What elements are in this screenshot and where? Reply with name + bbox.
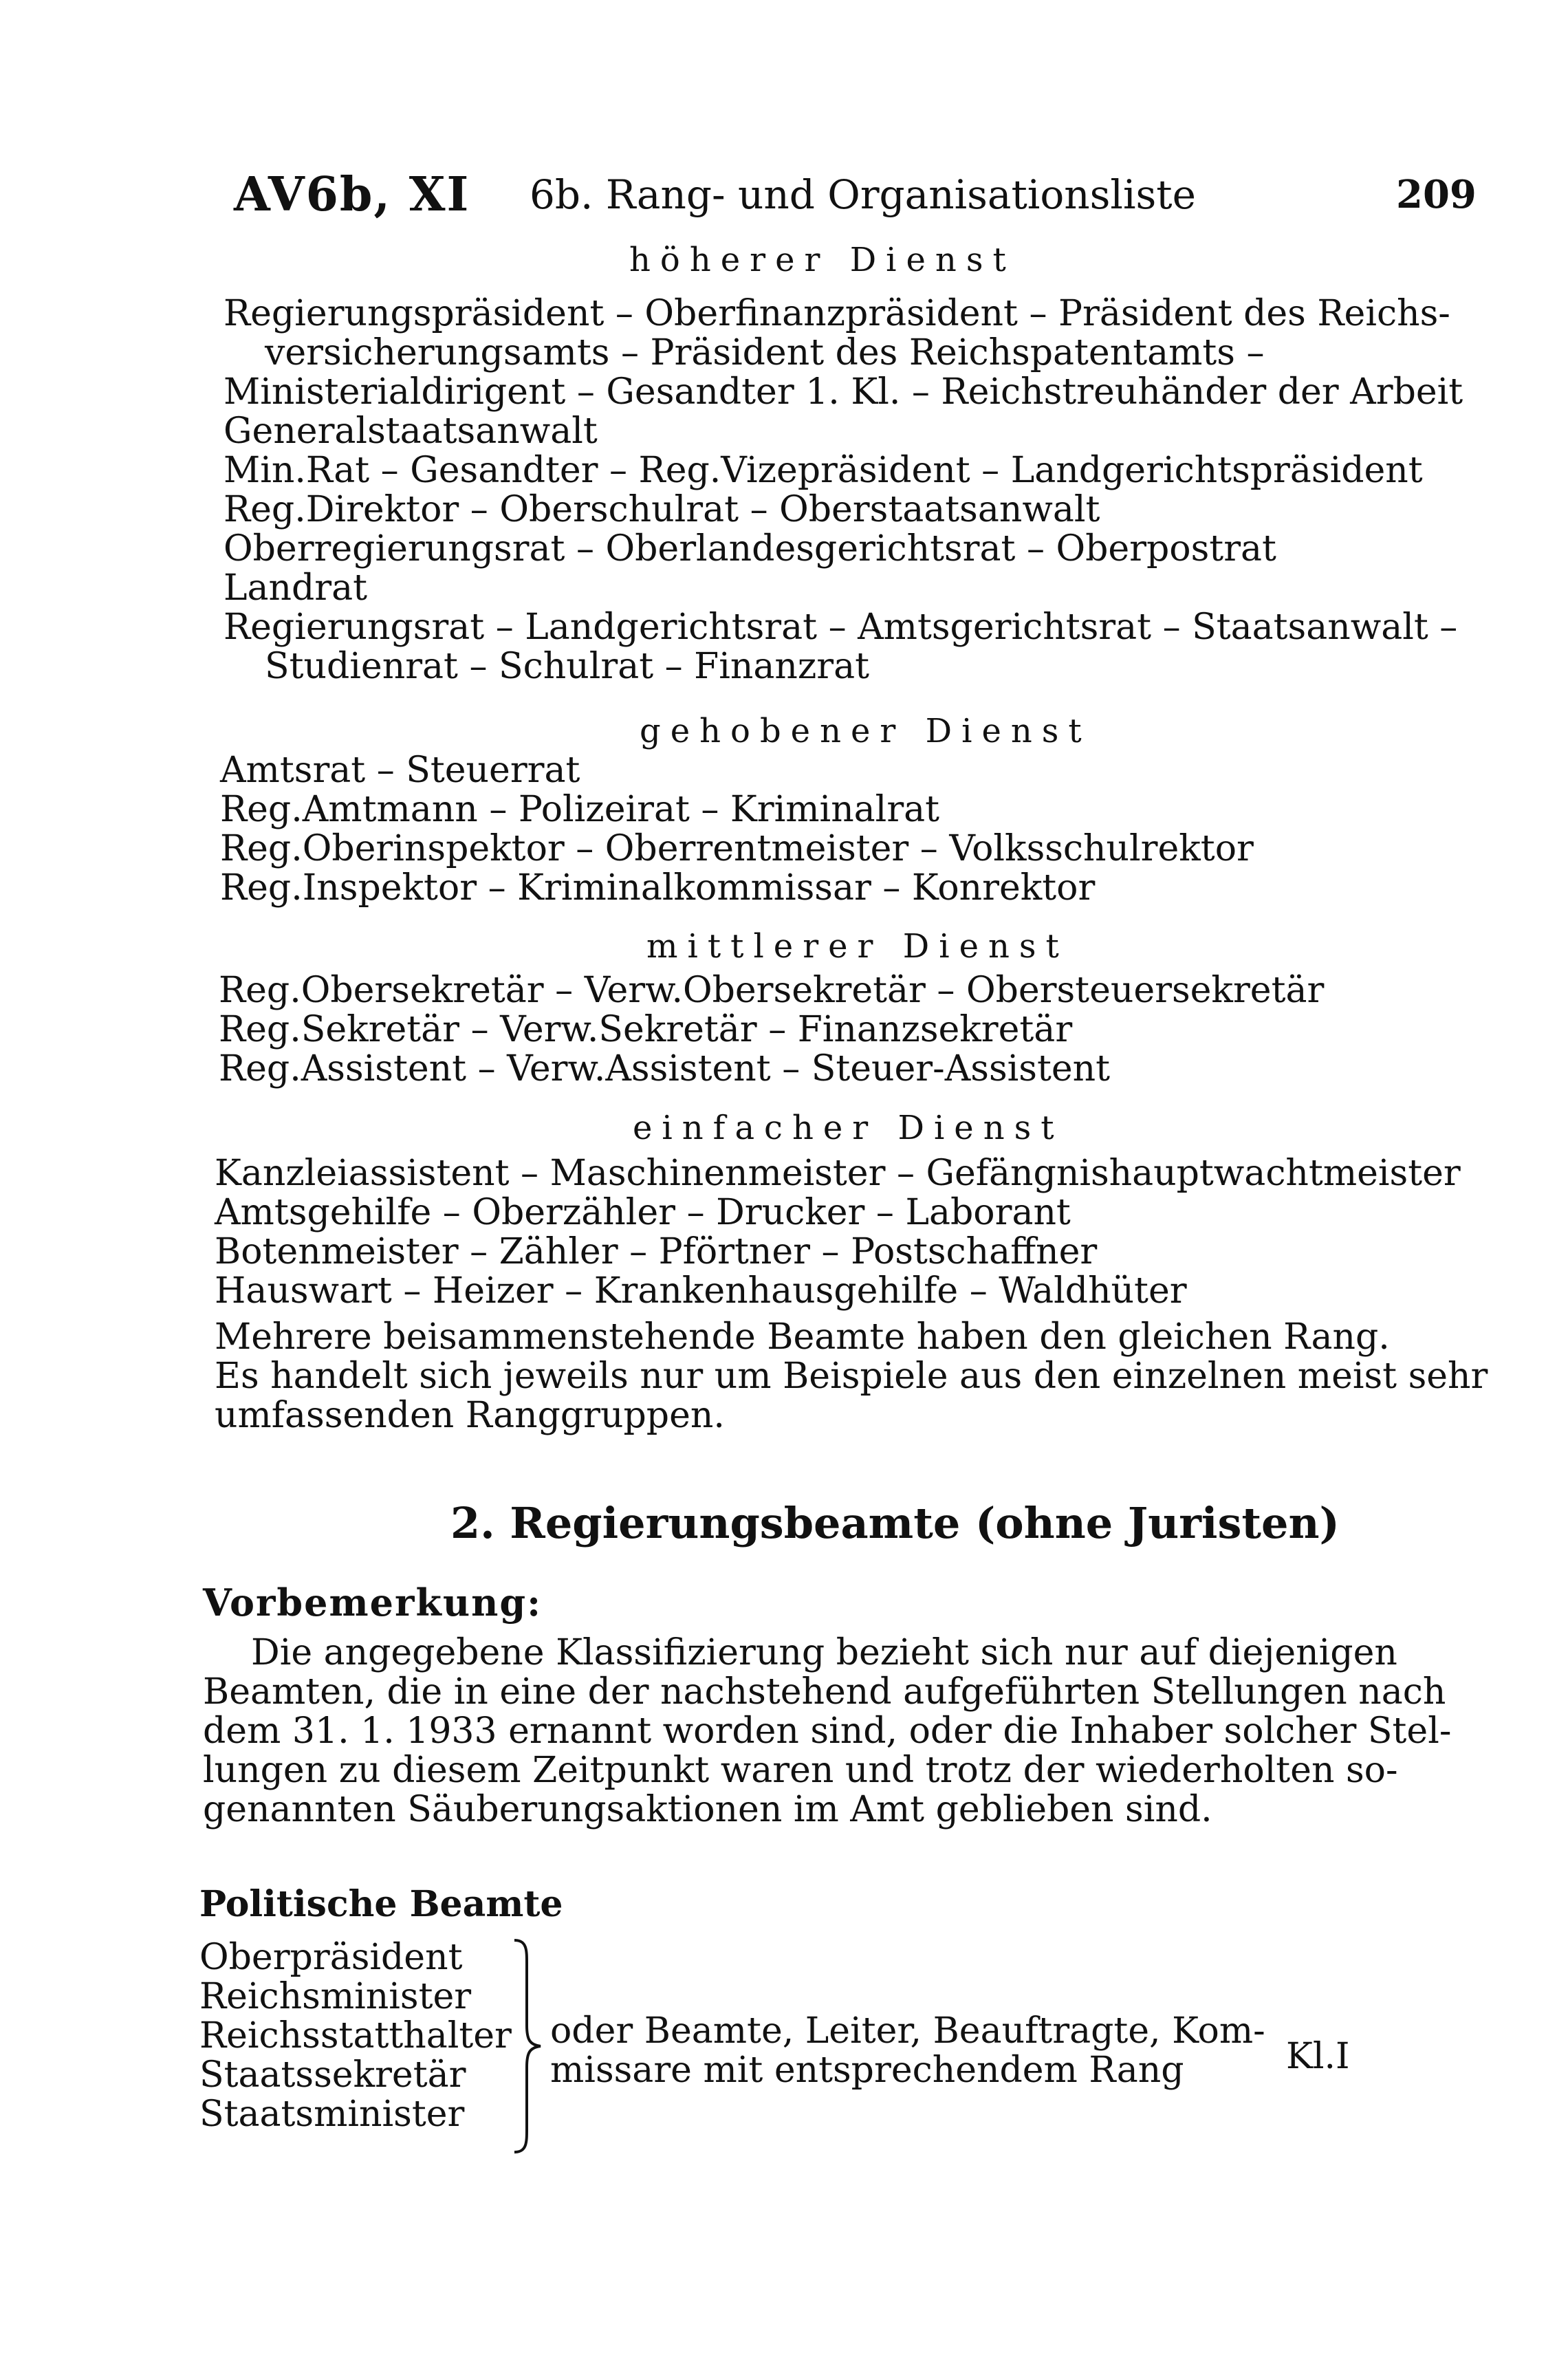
section-heading: 2. Regierungsbeamte (ohne Juristen) (450, 1498, 1340, 1548)
paragraph-line: dem 31. 1. 1933 ernannt worden sind, oder die Inhaber solcher Stel- (203, 1711, 1452, 1752)
paragraph-line: genannten Säuberungsaktionen im Amt geblieben sind. (203, 1789, 1212, 1830)
rank-list-mittlerer-dienst (219, 971, 1324, 1089)
paragraph-line: Beamten, die in eine der nachstehend aufgeführten Stellungen nach (203, 1671, 1446, 1713)
rank-line: Reg.Direktor – Oberschulrat – Oberstaatsanwalt (224, 489, 1100, 530)
rank-line: Landrat (224, 567, 368, 609)
brace-description (550, 2012, 1265, 2090)
section-label-gehobener-dienst: gehobener Dienst (640, 712, 1091, 750)
vorbemerkung-paragraph (203, 1632, 1452, 1830)
rank-line: Studienrat – Schulrat – Finanzrat (265, 646, 870, 687)
rank-line: Amtsrat – Steuerrat (220, 750, 580, 791)
rank-line: Oberregierungsrat – Oberlandesgerichtsrat – Oberpostrat (224, 528, 1276, 569)
rank-line: Regierungspräsident – Oberfinanzpräsident – Präsident des Reichs- (224, 293, 1450, 334)
rank-line: Amtsgehilfe – Oberzähler – Drucker – Laborant (215, 1192, 1071, 1233)
section-label-einfacher-dienst: einfacher Dienst (633, 1109, 1064, 1147)
rank-list-gehobener-dienst (220, 751, 1254, 908)
vorbemerkung-label: Vorbemerkung: (203, 1581, 543, 1625)
rank-line: Botenmeister – Zähler – Pförtner – Postschaffner (215, 1231, 1098, 1272)
rank-list-hoeherer-dienst (224, 294, 1463, 686)
political-officials-list (199, 1938, 512, 2134)
rank-line: Reg.Amtmann – Polizeirat – Kriminalrat (220, 789, 940, 830)
curly-brace-icon (502, 1936, 550, 2156)
rank-line: versicherungsamts – Präsident des Reichspatentamts – (265, 332, 1265, 373)
rank-line: Regierungsrat – Landgerichtsrat – Amtsgerichtsrat – Staatsanwalt – (224, 607, 1458, 648)
section-label-hoeherer-dienst: höherer Dienst (629, 241, 1016, 279)
header-code: AV6b, XI (234, 167, 470, 222)
rank-line: Reg.Sekretär – Verw.Sekretär – Finanzsekretär (219, 1009, 1073, 1050)
paragraph-line: lungen zu diesem Zeitpunkt waren und trotz der wiederholten so- (203, 1750, 1398, 1791)
rank-line: Reg.Assistent – Verw.Assistent – Steuer-Assistent (219, 1048, 1111, 1089)
rank-line: Reg.Inspektor – Kriminalkommissar – Konrektor (220, 867, 1096, 909)
political-official-item: Reichsstatthalter (199, 2015, 512, 2056)
class-label: Kl.I (1286, 2036, 1350, 2077)
paragraph-line: Die angegebene Klassifizierung bezieht sich nur auf diejenigen (251, 1632, 1397, 1673)
rank-line: Generalstaatsanwalt (224, 411, 598, 452)
political-official-item: Staatssekretär (199, 2054, 466, 2096)
political-official-item: Reichsminister (199, 1976, 472, 2017)
header-title: 6b. Rang- und Organisationsliste (530, 171, 1196, 218)
rank-line: Reg.Obersekretär – Verw.Obersekretär – Obersteuersekretär (219, 970, 1325, 1011)
rank-line: Min.Rat – Gesandter – Reg.Vizepräsident – Landgerichtspräsident (224, 450, 1423, 491)
political-official-item: Oberpräsident (199, 1937, 463, 1978)
rank-line: Reg.Oberinspektor – Oberrentmeister – Volksschulrektor (220, 828, 1254, 869)
rank-line: Hauswart – Heizer – Krankenhausgehilfe – Waldhüter (215, 1270, 1187, 1312)
brace-description-line: oder Beamte, Leiter, Beauftragte, Kom- (550, 2010, 1265, 2052)
brace-description-line: missare mit entsprechendem Rang (550, 2050, 1184, 2091)
political-officials-title: Politische Beamte (199, 1883, 563, 1925)
section-label-mittlerer-dienst: mittlerer Dienst (646, 927, 1069, 966)
page-number: 209 (1396, 172, 1477, 217)
rank-list-einfacher-dienst (215, 1154, 1488, 1435)
political-official-item: Staatsminister (199, 2094, 465, 2135)
note-line: Mehrere beisammenstehende Beamte haben den gleichen Rang. (215, 1316, 1390, 1358)
note-line: umfassenden Ranggruppen. (215, 1395, 725, 1436)
rank-line: Ministerialdirigent – Gesandter 1. Kl. – Reichstreuhänder der Arbeit (224, 371, 1463, 413)
rank-line: Kanzleiassistent – Maschinenmeister – Gefängnishauptwachtmeister (215, 1153, 1461, 1194)
note-line: Es handelt sich jeweils nur um Beispiele aus den einzelnen meist sehr (215, 1356, 1488, 1397)
